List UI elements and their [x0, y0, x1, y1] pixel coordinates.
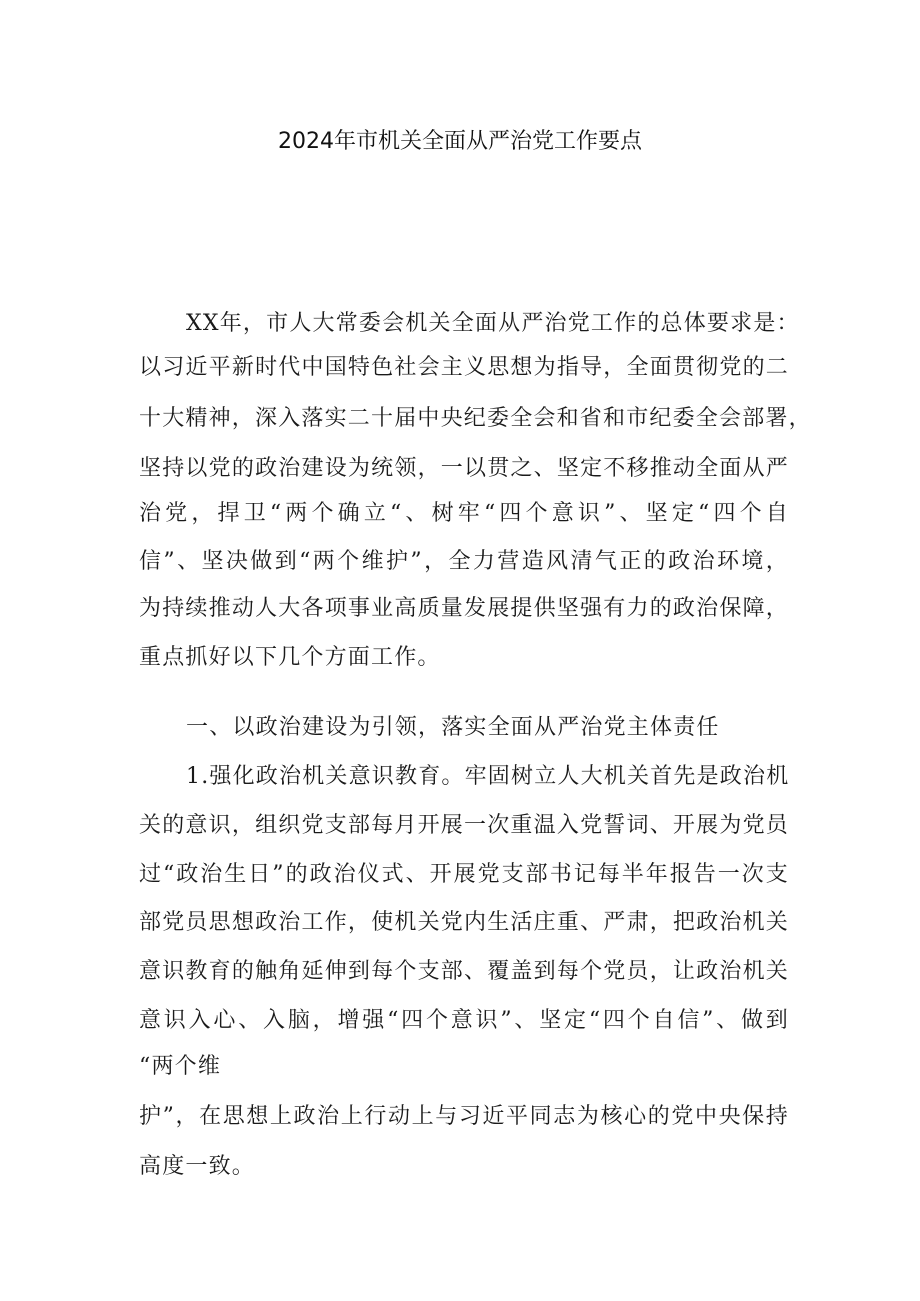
intro-line: 治党，捍卫“两个确立“、树牢“四个意识”、坚定“四个自: [139, 501, 789, 526]
item1-line: 意识教育的触角延伸到每个支部、覆盖到每个党员，让政治机关: [139, 959, 789, 984]
item1-line: 1.强化政治机关意识教育。牢固树立人大机关首先是政治机: [186, 764, 790, 789]
item1-line: 关的意识，组织党支部每月开展一次重温入党誓词、开展为党员: [139, 813, 789, 838]
item1-line: 意识入心、入脑，增强“四个意识”、坚定“四个自信”、做到: [139, 1008, 789, 1033]
item1-line: 护”，在思想上政治上行动上与习近平同志为核心的党中央保持: [139, 1104, 789, 1129]
intro-line: 以习近平新时代中国特色社会主义思想为指导，全面贯彻党的二: [139, 355, 789, 380]
intro-line: XX年，市人大常委会机关全面从严治党工作的总体要求是：: [186, 311, 800, 336]
section-heading: 一、以政治建设为引领，落实全面从严治党主体责任: [186, 715, 720, 740]
item1-line: 部党员思想政治工作，使机关党内生活庄重、严肃，把政治机关: [139, 910, 789, 935]
intro-line: 坚持以党的政治建设为统领，一以贯之、坚定不移推动全面从严: [139, 456, 789, 481]
item1-line: 过“政治生日”的政治仪式、开展党支部书记每半年报告一次支: [139, 862, 789, 887]
intro-line: 为持续推动人大各项事业高质量发展提供坚强有力的政治保障，: [139, 596, 789, 621]
item1-line: 高度一致。: [139, 1154, 256, 1179]
document-title: 2024年市机关全面从严治党工作要点: [278, 129, 642, 154]
intro-line: 信”、坚决做到“两个维护”，全力营造风清气正的政治环境，: [139, 549, 789, 574]
intro-line: 重点抓好以下几个方面工作。: [139, 645, 441, 670]
intro-line: 十大精神，深入落实二十届中央纪委全会和省和市纪委全会部署，: [139, 406, 812, 431]
item1-line: “两个维: [139, 1054, 222, 1079]
